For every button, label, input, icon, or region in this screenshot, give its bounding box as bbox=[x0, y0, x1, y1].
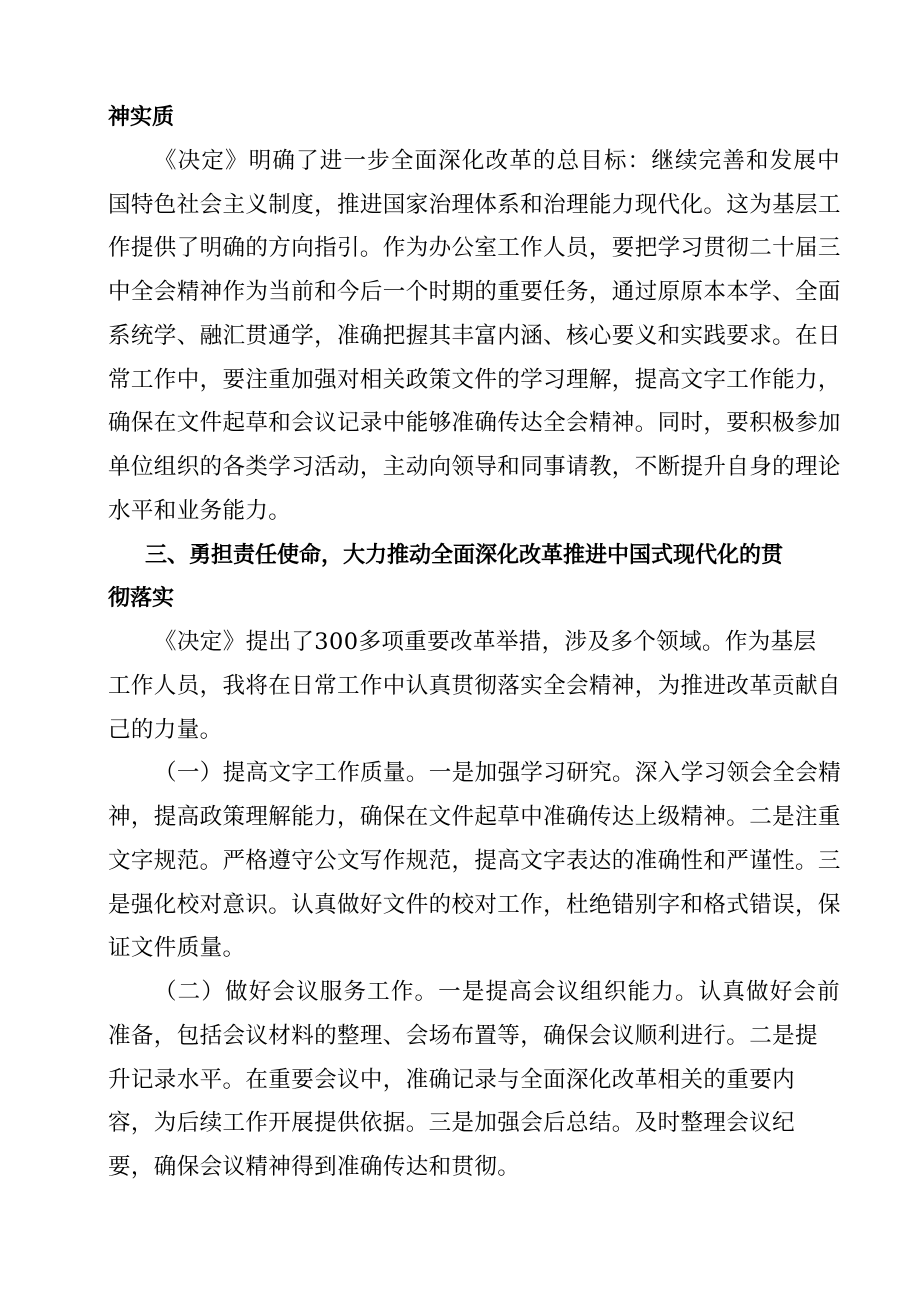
paragraph-line: 系统学、融汇贯通学，准确把握其丰富内涵、核心要义和实践要求。在日 bbox=[108, 322, 841, 349]
paragraph-line: 升记录水平。在重要会议中，准确记录与全面深化改革相关的重要内 bbox=[108, 1066, 796, 1093]
paragraph-line: 确保在文件起草和会议记录中能够准确传达全会精神。同时，要积极参加 bbox=[108, 410, 841, 437]
paragraph-line: 水平和业务能力。 bbox=[108, 497, 292, 524]
paragraph-line: 《决定》提出了300多项重要改革举措，涉及多个领域。作为基层 bbox=[154, 629, 817, 655]
paragraph-line: （一）提高文字工作质量。一是加强学习研究。深入学习领会全会精 bbox=[154, 760, 842, 787]
paragraph-2 bbox=[108, 621, 840, 752]
paragraph-line: 单位组织的各类学习活动，主动向领导和同事请教，不断提升自身的理论 bbox=[108, 454, 841, 480]
paragraph-line: 国特色社会主义制度，推进国家治理体系和治理能力现代化。这为基层工 bbox=[108, 191, 841, 218]
section-heading-line: 彻落实 bbox=[108, 586, 175, 612]
section-3-heading bbox=[108, 534, 840, 622]
paragraph-line: 容，为后续工作开展提供依据。三是加强会后总结。及时整理会议纪 bbox=[108, 1110, 796, 1137]
item-2 bbox=[108, 971, 840, 1190]
heading-continuation: 神实质 bbox=[108, 105, 175, 130]
paragraph-1 bbox=[108, 140, 840, 534]
paragraph-line: 准备，包括会议材料的整理、会场布置等，确保会议顺利进行。二是提 bbox=[108, 1022, 818, 1049]
paragraph-line: 《决定》明确了进一步全面深化改革的总目标：继续完善和发展中 bbox=[154, 147, 840, 174]
section-heading-line: 三、勇担责任使命，大力推动全面深化改革推进中国式现代化的贯 bbox=[145, 542, 784, 568]
paragraph-line: 己的力量。 bbox=[108, 716, 223, 743]
document-body bbox=[108, 96, 840, 1190]
paragraph-line: 文字规范。严格遵守公文写作规范，提高文字表达的准确性和严谨性。三 bbox=[108, 847, 841, 874]
paragraph-line: 要，确保会议精神得到准确传达和贯彻。 bbox=[108, 1154, 521, 1180]
paragraph-line: 神，提高政策理解能力，确保在文件起草中准确传达上级精神。二是注重 bbox=[108, 804, 841, 830]
paragraph-line: 是强化校对意识。认真做好文件的校对工作，杜绝错别字和格式错误，保 bbox=[108, 891, 841, 918]
paragraph-line: 证文件质量。 bbox=[108, 935, 246, 962]
item-1 bbox=[108, 752, 840, 971]
paragraph-line: 工作人员，我将在日常工作中认真贯彻落实全会精神，为推进改革贡献自 bbox=[108, 672, 841, 699]
paragraph-line: 中全会精神作为当前和今后一个时期的重要任务，通过原原本本学、全面 bbox=[108, 279, 841, 305]
paragraph-line: 常工作中，要注重加强对相关政策文件的学习理解，提高文字工作能力， bbox=[108, 366, 841, 393]
paragraph-line: （二）做好会议服务工作。一是提高会议组织能力。认真做好会前 bbox=[154, 979, 840, 1005]
paragraph-line: 作提供了明确的方向指引。作为办公室工作人员，要把学习贯彻二十届三 bbox=[108, 235, 841, 262]
